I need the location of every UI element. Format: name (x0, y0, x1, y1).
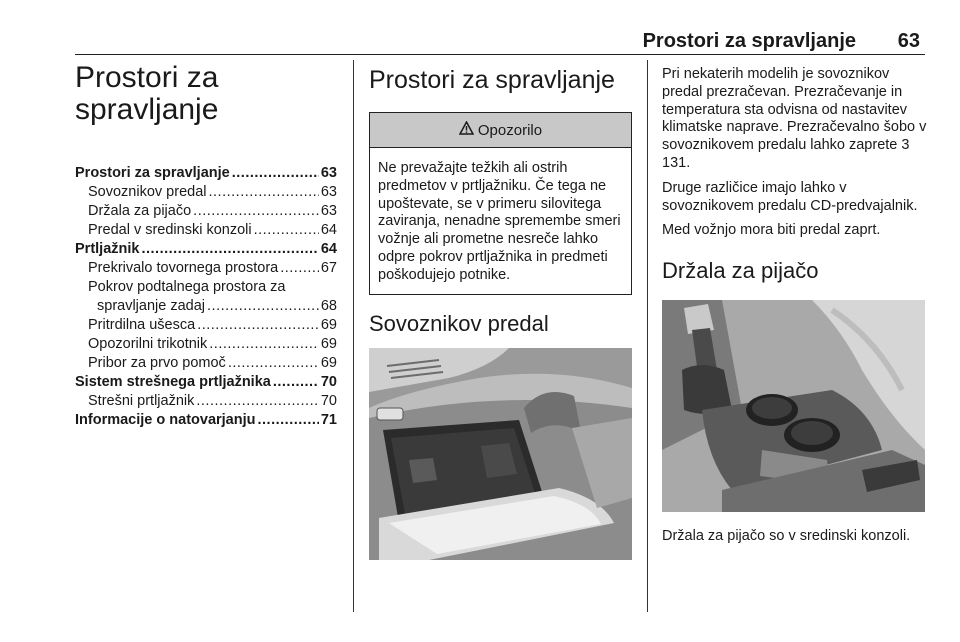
warning-box (369, 112, 632, 295)
toc-entry-label: Sovoznikov predal (88, 184, 207, 200)
toc-entry-label: Sistem strešnega prtljažnika (75, 374, 271, 390)
section-title: Prostori za spravljanje (369, 66, 615, 94)
toc-entry[interactable] (75, 221, 337, 240)
toc-entry-page: 67 (320, 260, 337, 276)
page-reference: 131. (662, 154, 691, 171)
toc-entry-page: 63 (320, 165, 337, 181)
toc-entry-label: Prekrivalo tovornega prostora (88, 260, 279, 276)
toc-entry-label: Prostori za spravljanje (75, 165, 230, 181)
toc-entry-page: 69 (320, 317, 337, 333)
toc-entry[interactable] (75, 392, 337, 411)
warning-header (370, 113, 631, 148)
toc-leader-dots (193, 202, 319, 221)
toc-leader-dots (228, 354, 319, 373)
toc-leader-dots (141, 240, 318, 259)
toc-entry-label: Strešni prtljažnik (88, 393, 195, 409)
closed-while-driving-paragraph: Med vožnjo mora biti predal zaprt. (662, 222, 881, 239)
toc-entry[interactable] (75, 278, 337, 297)
toc-entry-label: Pribor za prvo pomoč (88, 355, 226, 371)
toc-entry-label: spravljanje zadaj (97, 298, 206, 314)
toc-entry-label: Prtljažnik (75, 241, 140, 257)
toc-leader-dots (232, 164, 319, 183)
toc-leader-dots (209, 183, 319, 202)
toc-entry-page: 71 (320, 412, 337, 428)
cupholder-illustration (662, 300, 925, 512)
toc-entry[interactable] (75, 240, 337, 259)
toc-entry-label: Informacije o natovarjanju (75, 412, 256, 428)
glovebox-heading: Sovoznikov predal (369, 310, 549, 336)
column-divider-2 (647, 60, 648, 612)
toc-leader-dots (254, 221, 319, 240)
toc-leader-dots (196, 392, 318, 411)
toc-entry[interactable] (75, 202, 337, 221)
toc-entry-page: 69 (320, 336, 337, 352)
toc-entry[interactable] (75, 297, 337, 316)
toc-leader-dots (273, 373, 319, 392)
cupholder-caption: Držala za pijačo so v sredinski konzoli. (662, 528, 911, 545)
toc-leader-dots (197, 316, 319, 335)
cupholder-heading: Držala za pijačo (662, 258, 819, 284)
cd-player-paragraph: Druge različice imajo lahko v sovoznikovem predalu CD-predvajalnik. (662, 179, 918, 214)
page-reference-icon: 3 (901, 137, 910, 154)
toc-entry-page: 64 (320, 241, 337, 257)
middle-column (369, 66, 632, 560)
header-rule (75, 54, 925, 55)
glovebox-illustration (369, 348, 632, 560)
toc-entry[interactable] (75, 335, 337, 354)
toc-entry-page: 69 (320, 355, 337, 371)
toc-entry[interactable] (75, 354, 337, 373)
toc-entry[interactable] (75, 411, 337, 430)
toc-entry[interactable] (75, 373, 337, 392)
column-divider-1 (353, 60, 354, 612)
chapter-title-line1: Prostori za (75, 61, 219, 94)
chapter-title-line2: spravljanje (75, 93, 219, 126)
toc-entry-page: 68 (320, 298, 337, 314)
warning-text: Ne prevažajte težkih ali ostrih predmetov v prtljažniku. Če tega ne upoštevate, se v primeru silovitega zaviranja, nenadne spremembe smeri vožnje ali prometne nesreče lahko odpre pokrov prtljažnika in predmeti poškodujejo potnike. (378, 160, 621, 283)
toc-entry[interactable] (75, 164, 337, 183)
toc-leader-dots (209, 335, 319, 354)
toc-entry-label: Opozorilni trikotnik (88, 336, 208, 352)
page-number: 63 (897, 30, 920, 52)
toc-entry-page: 70 (320, 393, 337, 409)
toc-leader-dots (258, 411, 319, 430)
toc-entry-page: 63 (320, 203, 337, 219)
toc-entry[interactable] (75, 259, 337, 278)
toc-entry-label: Pritrdilna ušesca (88, 317, 196, 333)
toc-entry-page: 63 (320, 184, 337, 200)
table-of-contents (75, 164, 337, 430)
toc-entry-label: Držala za pijačo (88, 203, 192, 219)
warning-heading: Opozorilo (477, 121, 543, 139)
warning-triangle-icon (459, 121, 474, 139)
chapter-column (75, 62, 337, 430)
toc-leader-dots (207, 297, 319, 316)
chapter-title (75, 62, 337, 126)
right-column (662, 66, 928, 553)
ventilation-text: Pri nekaterih modelih je sovoznikov predal prezračevan. Prezračevanje in temperatura sta odvisna od nastavitev klimatske naprave. Prezračevalno šobo v sovoznikovem predalu lahko zaprete (662, 66, 927, 154)
toc-leader-dots (280, 259, 319, 278)
toc-entry-page: 70 (320, 374, 337, 390)
toc-entry[interactable] (75, 316, 337, 335)
toc-entry-label: Pokrov podtalnega prostora za (88, 279, 286, 295)
toc-entry-label: Predal v sredinski konzoli (88, 222, 252, 238)
running-header-title: Prostori za spravljanje (642, 30, 856, 52)
ventilation-paragraph (662, 66, 928, 173)
toc-entry-page: 64 (320, 222, 337, 238)
toc-entry[interactable] (75, 183, 337, 202)
